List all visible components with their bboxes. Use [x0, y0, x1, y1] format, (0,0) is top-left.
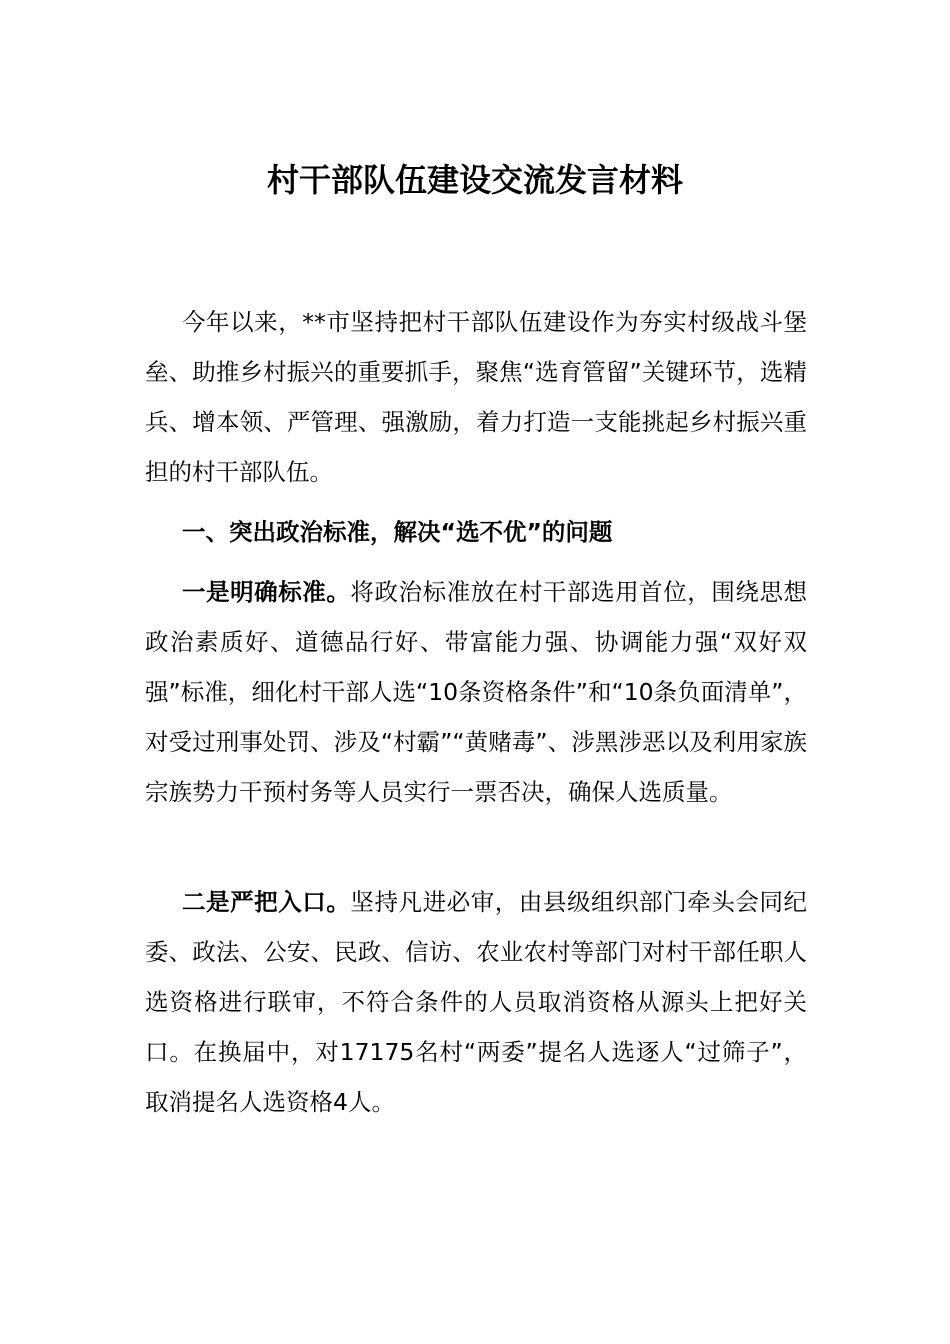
paragraph-entry-lead: 二是严把入口。	[182, 888, 351, 916]
paragraph-standard-text: 将政治标准放在村干部选用首位，围绕思想政治素质好、道德品行好、带富能力强、协调能力强“双好双强”标准，细化村干部人选“10条资格条件”和“10条负面清单”，对受过刑事处罚、涉及“村霸”“黄赌毒”、涉黑涉恶以及利用家族宗族势力干预村务等人员实行一票否决，确保人选质量。	[145, 578, 808, 806]
intro-paragraph: 今年以来，**市坚持把村干部队伍建设作为夯实村级战斗堡垒、助推乡村振兴的重要抓手，聚焦“选育管留”关键环节，选精兵、增本领、严管理、强激励，着力打造一支能挑起乡村振兴重担的村干部队伍。	[145, 308, 807, 486]
paragraph-entry	[145, 877, 807, 1127]
section-heading-1: 一、突出政治标准，解决“选不优”的问题	[182, 518, 613, 546]
paragraph-standard	[145, 567, 807, 817]
document-title: 村干部队伍建设交流发言材料	[266, 161, 683, 199]
paragraph-standard-lead: 一是明确标准。	[182, 578, 351, 606]
paragraph-entry-text: 坚持凡进必审，由县级组织部门牵头会同纪委、政法、公安、民政、信访、农业农村等部门对村干部任职人选资格进行联审，不符合条件的人员取消资格从源头上把好关口。在换届中，对17175名村“两委”提名人选逐人“过筛子”，取消提名人选资格4人。	[145, 888, 808, 1116]
